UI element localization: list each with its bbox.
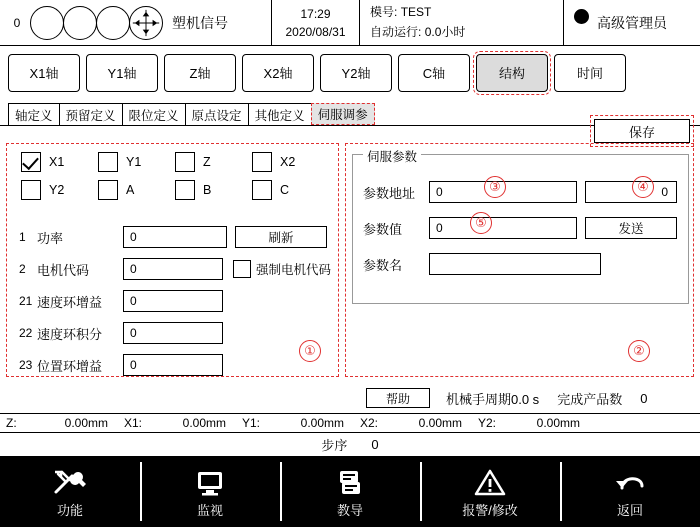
servo-address-input[interactable]: 0 bbox=[429, 181, 577, 203]
param-input-position-gain[interactable]: 0 bbox=[123, 354, 223, 376]
header-signal-area bbox=[0, 0, 272, 45]
servo-group-title: 伺服参数 bbox=[363, 147, 421, 165]
toolbar-label-alarm: 报警/修改 bbox=[462, 503, 518, 518]
checkbox-force-motor-code[interactable] bbox=[233, 260, 331, 278]
cycle-time-label: 机械手周期0.0 s bbox=[446, 391, 540, 407]
param-label-speed-integral: 速度环积分 bbox=[37, 326, 103, 342]
mold-label: 模号: bbox=[370, 5, 398, 20]
toolbar-label-teach: 教导 bbox=[336, 503, 363, 518]
checkbox-x2-box[interactable] bbox=[252, 152, 272, 172]
checkbox-c-box[interactable] bbox=[252, 180, 272, 200]
teach-icon bbox=[330, 464, 370, 498]
toolbar-item-teach[interactable] bbox=[280, 456, 420, 527]
runtime-label: 自动运行: bbox=[370, 24, 422, 39]
servo-name-label: 参数名 bbox=[363, 257, 403, 273]
tab-z[interactable]: Z轴 bbox=[164, 54, 236, 92]
status-led-icon bbox=[574, 9, 589, 24]
dial-3 bbox=[96, 6, 130, 40]
toolbar-item-monitor[interactable] bbox=[140, 456, 280, 527]
checkbox-a-label: A bbox=[126, 183, 135, 197]
checkbox-x1[interactable] bbox=[21, 152, 98, 172]
axis-pos-x1-value: 0.00mm bbox=[182, 416, 226, 430]
gauge-value: 0 bbox=[13, 15, 21, 30]
tab-y1[interactable]: Y1轴 bbox=[86, 54, 158, 92]
checkbox-y2-label: Y2 bbox=[49, 183, 65, 197]
param-row-position-gain bbox=[15, 350, 335, 380]
axis-pos-x2-value: 0.00mm bbox=[418, 416, 462, 430]
param-input-speed-integral[interactable]: 0 bbox=[123, 322, 223, 344]
checkbox-z-label: Z bbox=[203, 155, 211, 169]
clock-date: 2020/08/31 bbox=[285, 24, 346, 39]
toolbar-item-function[interactable] bbox=[0, 456, 140, 527]
param-input-motor-code[interactable]: 0 bbox=[123, 258, 223, 280]
toolbar-item-back[interactable] bbox=[560, 456, 700, 527]
step-bar bbox=[0, 434, 700, 455]
mold-value: TEST bbox=[400, 5, 432, 20]
checkbox-c-label: C bbox=[280, 183, 290, 197]
servo-value-row bbox=[363, 217, 677, 239]
param-index-23: 23 bbox=[19, 358, 33, 372]
product-count-label: 完成产品数 bbox=[557, 391, 623, 407]
axis-position-bar bbox=[0, 413, 700, 433]
checkbox-b[interactable] bbox=[175, 180, 252, 200]
checkbox-x2[interactable] bbox=[252, 152, 329, 172]
product-count-value: 0 bbox=[640, 390, 648, 406]
servo-address-label: 参数地址 bbox=[363, 185, 416, 201]
step-label: 步序 bbox=[321, 438, 348, 453]
toolbar-item-alarm[interactable] bbox=[420, 456, 560, 527]
user-level-label: 高级管理员 bbox=[597, 14, 667, 31]
toolbar-label-back: 返回 bbox=[616, 503, 643, 518]
header-bar bbox=[0, 0, 700, 46]
checkbox-c[interactable] bbox=[252, 180, 329, 200]
refresh-button[interactable]: 刷新 bbox=[235, 226, 327, 248]
subtab-other-define[interactable]: 其他定义 bbox=[248, 103, 312, 125]
bottom-toolbar bbox=[0, 456, 700, 527]
checkbox-z[interactable] bbox=[175, 152, 252, 172]
axis-checkbox-row-2 bbox=[21, 180, 331, 200]
status-line bbox=[446, 388, 696, 408]
runtime-value: 0.0小时 bbox=[424, 24, 466, 39]
axis-pos-x1-key: X1: bbox=[124, 416, 143, 430]
tab-structure[interactable]: 结构 bbox=[476, 54, 548, 92]
tools-icon bbox=[50, 464, 90, 498]
callout-4: ④ bbox=[632, 176, 654, 198]
param-row-motor-code bbox=[15, 254, 335, 284]
checkbox-force-motor-code-label: 强制电机代码 bbox=[256, 263, 332, 277]
parameter-list bbox=[15, 222, 335, 382]
axis-pos-x1 bbox=[118, 416, 236, 430]
subtab-servo-tuning[interactable]: 伺服调参 bbox=[311, 103, 375, 125]
param-label-motor-code: 电机代码 bbox=[37, 262, 90, 278]
send-button[interactable]: 发送 bbox=[585, 217, 677, 239]
servo-value-input[interactable]: 0 bbox=[429, 217, 577, 239]
axis-pos-y2-key: Y2: bbox=[478, 416, 497, 430]
dial-2 bbox=[63, 6, 97, 40]
warning-icon bbox=[470, 464, 510, 498]
checkbox-b-box[interactable] bbox=[175, 180, 195, 200]
axis-checkbox-row-1 bbox=[21, 152, 331, 172]
param-index-21: 21 bbox=[19, 294, 33, 308]
header-clock bbox=[272, 0, 360, 45]
param-input-speed-gain[interactable]: 0 bbox=[123, 290, 223, 312]
checkbox-y2[interactable] bbox=[21, 180, 98, 200]
checkbox-a-box[interactable] bbox=[98, 180, 118, 200]
tab-y2[interactable]: Y2轴 bbox=[320, 54, 392, 92]
axis-parameter-panel bbox=[6, 143, 339, 377]
checkbox-b-label: B bbox=[203, 183, 212, 197]
param-input-power[interactable]: 0 bbox=[123, 226, 227, 248]
tab-x2[interactable]: X2轴 bbox=[242, 54, 314, 92]
axis-pos-y1 bbox=[236, 416, 354, 430]
subtab-origin-setting[interactable]: 原点设定 bbox=[185, 103, 249, 125]
servo-address-row bbox=[363, 181, 677, 203]
callout-2: ② bbox=[628, 340, 650, 362]
toolbar-label-monitor: 监视 bbox=[196, 503, 223, 518]
checkbox-x2-label: X2 bbox=[280, 155, 296, 169]
callout-1: ① bbox=[299, 340, 321, 362]
dial-1 bbox=[30, 6, 64, 40]
tab-x1[interactable]: X1轴 bbox=[8, 54, 80, 92]
checkbox-z-box[interactable] bbox=[175, 152, 195, 172]
tab-c[interactable]: C轴 bbox=[398, 54, 470, 92]
checkbox-y2-box[interactable] bbox=[21, 180, 41, 200]
servo-address-value2[interactable]: 0 bbox=[585, 181, 677, 203]
checkbox-y1-label: Y1 bbox=[126, 155, 142, 169]
checkbox-a[interactable] bbox=[98, 180, 175, 200]
tab-time[interactable]: 时间 bbox=[554, 54, 626, 92]
header-title: 塑机信号 bbox=[172, 14, 228, 31]
subtab-reserve-define[interactable]: 预留定义 bbox=[59, 103, 123, 125]
axis-pos-z bbox=[0, 416, 118, 430]
param-row-power bbox=[15, 222, 335, 252]
servo-parameter-panel bbox=[345, 143, 694, 377]
checkbox-y1[interactable] bbox=[98, 152, 175, 172]
back-arrow-icon bbox=[608, 464, 652, 498]
axis-pos-z-key: Z: bbox=[6, 416, 17, 430]
axis-pos-x2-key: X2: bbox=[360, 416, 379, 430]
param-index-22: 22 bbox=[19, 326, 33, 340]
checkbox-x1-box[interactable] bbox=[21, 152, 41, 172]
help-button[interactable]: 帮助 bbox=[366, 388, 430, 408]
axis-checkbox-grid bbox=[21, 152, 331, 208]
axis-pos-y1-value: 0.00mm bbox=[300, 416, 344, 430]
clock-time: 17:29 bbox=[300, 6, 331, 21]
header-mold-info bbox=[360, 0, 564, 45]
monitor-icon bbox=[190, 464, 230, 498]
param-index-2: 2 bbox=[19, 262, 26, 276]
axis-pos-y2-value: 0.00mm bbox=[536, 416, 580, 430]
servo-name-row bbox=[363, 253, 601, 275]
checkbox-force-motor-code-box[interactable] bbox=[233, 260, 251, 278]
subtab-limit-define[interactable]: 限位定义 bbox=[122, 103, 186, 125]
callout-3: ③ bbox=[484, 176, 506, 198]
header-user-area[interactable] bbox=[564, 0, 700, 45]
axis-pos-y1-key: Y1: bbox=[242, 416, 261, 430]
step-value: 0 bbox=[371, 437, 379, 452]
checkbox-x1-label: X1 bbox=[49, 155, 65, 169]
servo-name-input[interactable] bbox=[429, 253, 601, 275]
param-row-speed-integral bbox=[15, 318, 335, 348]
param-label-speed-gain: 速度环增益 bbox=[37, 294, 103, 310]
save-button[interactable]: 保存 bbox=[594, 119, 690, 143]
subtab-axis-define[interactable]: 轴定义 bbox=[8, 103, 60, 125]
axis-pos-x2 bbox=[354, 416, 472, 430]
param-index-1: 1 bbox=[19, 230, 26, 244]
param-label-power: 功率 bbox=[37, 230, 64, 246]
mold-row bbox=[370, 3, 563, 22]
param-label-position-gain: 位置环增益 bbox=[37, 358, 103, 374]
callout-5: ⑤ bbox=[470, 212, 492, 234]
crosshair-dial-icon bbox=[129, 6, 163, 40]
signal-dials bbox=[30, 6, 162, 40]
runtime-row bbox=[370, 23, 563, 42]
axis-tab-row bbox=[0, 47, 700, 98]
axis-pos-z-value: 0.00mm bbox=[64, 416, 108, 430]
param-row-speed-gain bbox=[15, 286, 335, 316]
servo-value-label: 参数值 bbox=[363, 221, 403, 237]
toolbar-label-function: 功能 bbox=[56, 503, 83, 518]
axis-pos-y2 bbox=[472, 416, 590, 430]
checkbox-y1-box[interactable] bbox=[98, 152, 118, 172]
